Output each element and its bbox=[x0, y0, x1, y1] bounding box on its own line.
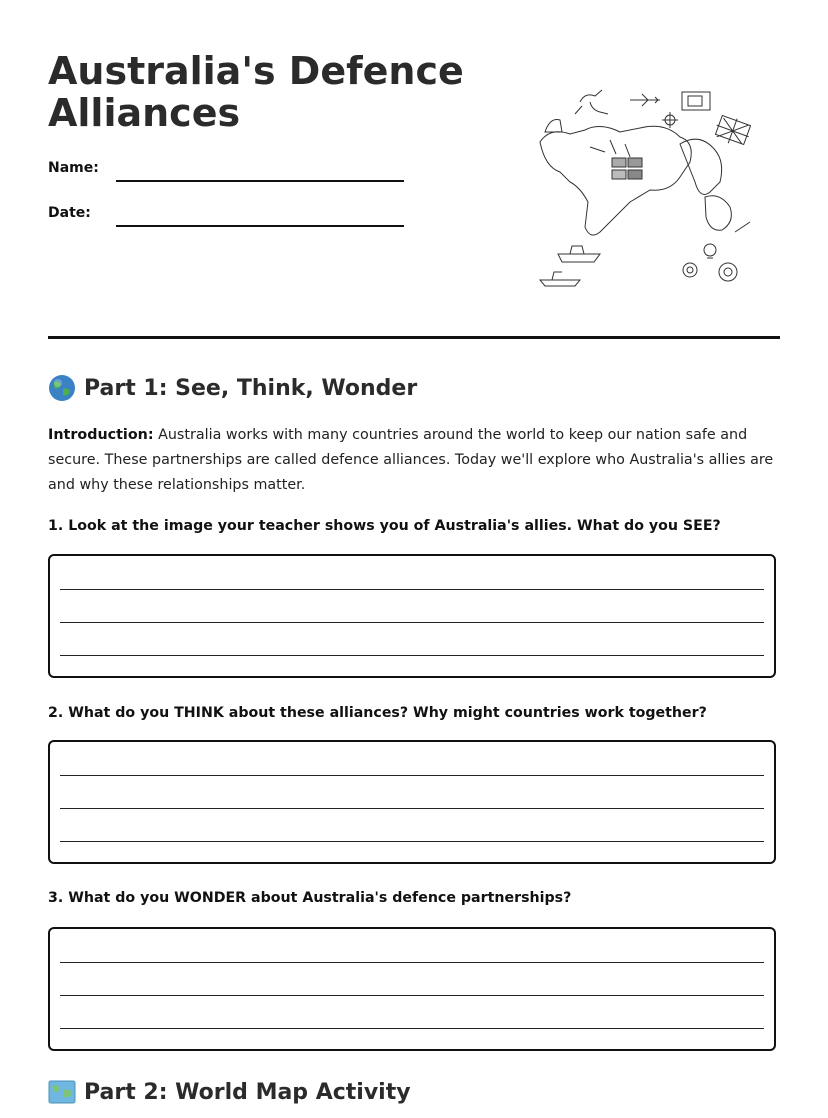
section-divider bbox=[48, 336, 780, 339]
answer-line bbox=[60, 655, 764, 656]
intro-text: Australia works with many countries around the world to keep our nation safe and secure. These partnerships are called defence alliances. Today we'll explore who Australia's allies are and why these relationships matter. bbox=[48, 427, 774, 493]
answer-line bbox=[60, 808, 764, 809]
answer-line bbox=[60, 775, 764, 776]
answer-line bbox=[60, 995, 764, 996]
answer-line bbox=[60, 962, 764, 963]
answer-box-1[interactable] bbox=[48, 554, 776, 678]
question-1: 1. Look at the image your teacher shows you of Australia's allies. What do you SEE? bbox=[48, 518, 721, 534]
worksheet-title: Australia's Defence Alliances bbox=[48, 49, 464, 135]
part1-heading-text: Part 1: See, Think, Wonder bbox=[84, 375, 418, 401]
part1-heading bbox=[48, 374, 417, 402]
map-icon bbox=[48, 1078, 76, 1106]
world-allies-illustration bbox=[530, 82, 760, 287]
airplane-icon bbox=[630, 94, 660, 106]
compass-icon bbox=[662, 112, 678, 128]
question-2: 2. What do you THINK about these alliances? Why might countries work together? bbox=[48, 705, 707, 721]
flag-icon bbox=[682, 92, 710, 110]
lightbulb-icon bbox=[704, 244, 716, 258]
pen-icon bbox=[735, 222, 750, 232]
gears-icon bbox=[683, 263, 737, 281]
question-3: 3. What do you WONDER about Australia's defence partnerships? bbox=[48, 890, 572, 906]
part2-heading-text: Part 2: World Map Activity bbox=[84, 1079, 411, 1105]
date-label: Date: bbox=[48, 205, 91, 221]
answer-box-2[interactable] bbox=[48, 740, 776, 864]
part2-heading bbox=[48, 1078, 411, 1106]
date-field[interactable] bbox=[116, 225, 404, 227]
answer-box-3[interactable] bbox=[48, 927, 776, 1051]
answer-line bbox=[60, 622, 764, 623]
helmet-icon bbox=[545, 120, 562, 133]
kangaroo-icon bbox=[575, 90, 608, 114]
answer-line bbox=[60, 589, 764, 590]
union-jack-flag-icon bbox=[712, 113, 753, 149]
ship-icon bbox=[540, 246, 600, 286]
small-flags-icon bbox=[612, 158, 642, 179]
name-field[interactable] bbox=[116, 180, 404, 182]
intro-label: Introduction: bbox=[48, 427, 154, 443]
name-label: Name: bbox=[48, 160, 99, 176]
globe-icon bbox=[48, 374, 76, 402]
introduction-paragraph bbox=[48, 423, 788, 498]
answer-line bbox=[60, 1028, 764, 1029]
world-map-outline bbox=[540, 126, 691, 235]
answer-line bbox=[60, 841, 764, 842]
